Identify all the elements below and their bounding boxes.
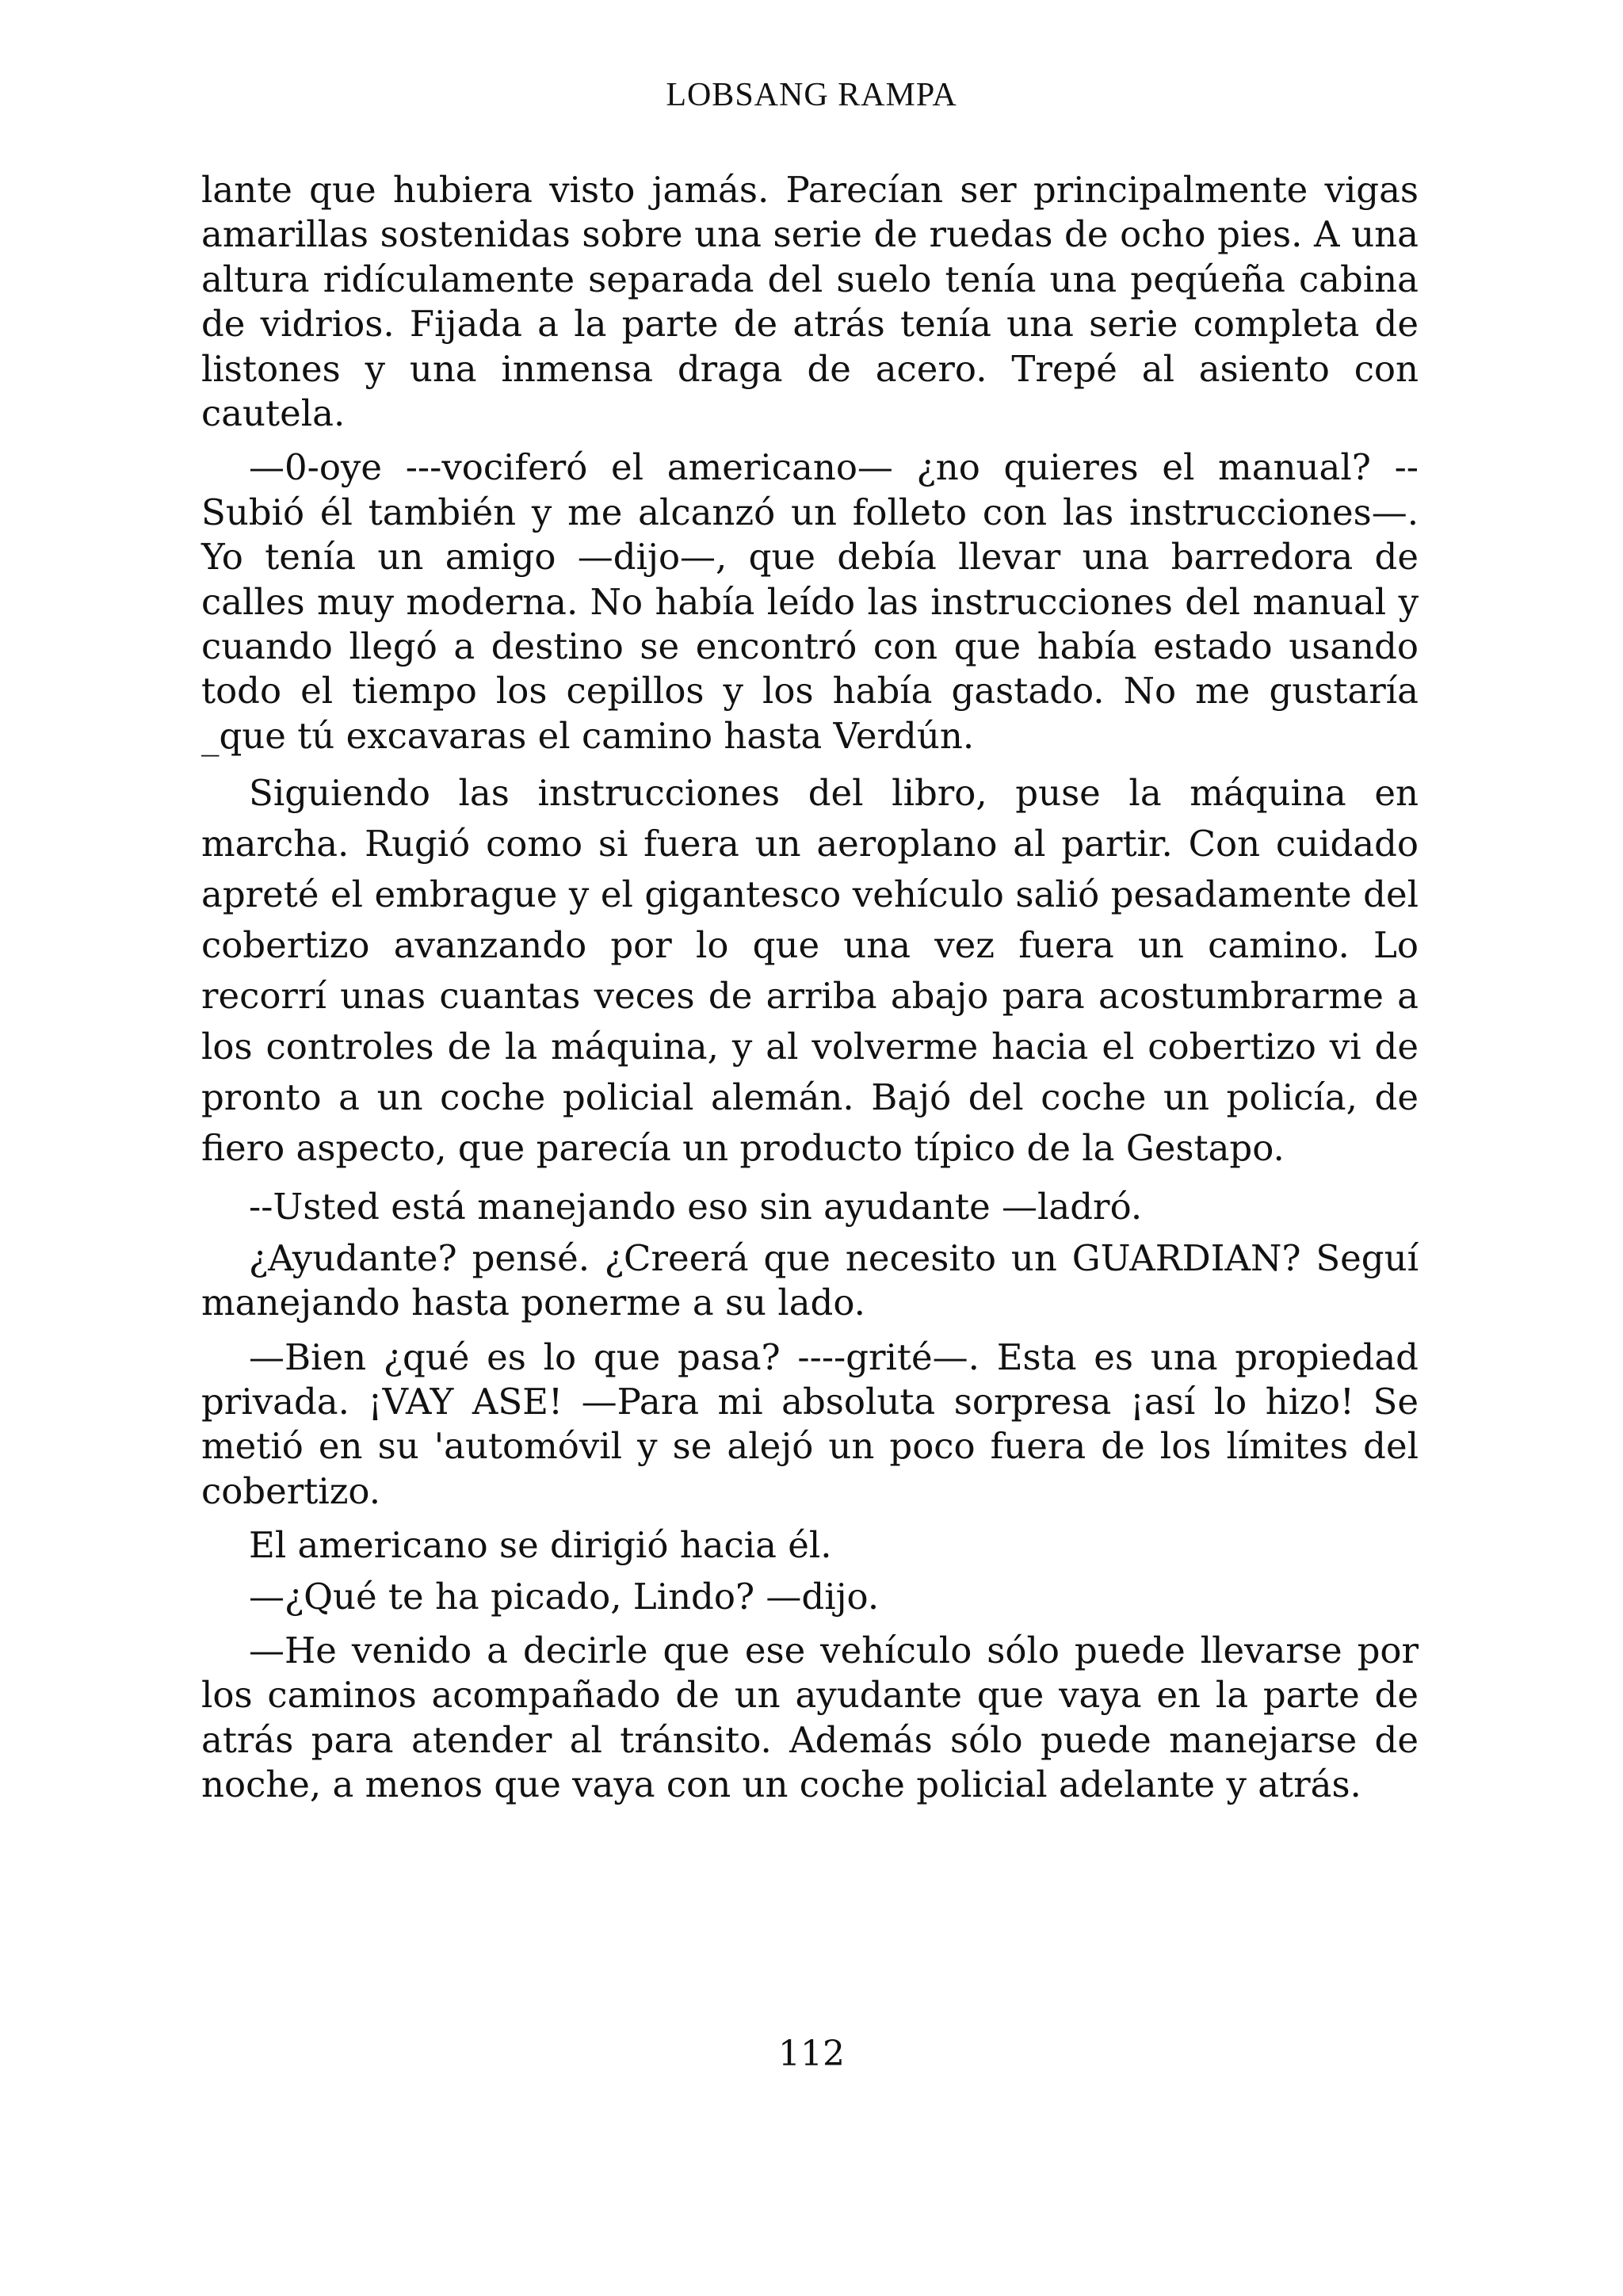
paragraph: —0-oye ---vociferó el americano— ¿no quieres el manual? --Subió él también y me alcanzó un folleto con las instrucciones—. Yo tenía un amigo —dijo—, que debía llevar una barredora de calles muy moderna. No había leído las instrucciones del manual y cuando llegó a destino se encontró con que había estado usando todo el tiempo los cepillos y los había gastado. No me gustaría _que tú excavaras el camino hasta Verdún. [201, 446, 1419, 757]
running-head: LOBSANG RAMPA [666, 77, 957, 113]
paragraph: Siguiendo las instrucciones del libro, puse la máquina en marcha. Rugió como si fuera un aeroplano al partir. Con cuidado apreté el embrague y el gigantesco vehículo salió pesadamente del cobertizo avanzando por lo que una vez fuera un camino. Lo recorrí unas cuantas veces de arriba abajo para acostumbrarme a los controles de la máquina, y al volverme hacia el cobertizo vi de pronto a un coche policial alemán. Bajó del coche un policía, de fiero aspecto, que parecía un producto típico de la Gestapo. [201, 772, 1419, 1170]
paragraph: —¿Qué te ha picado, Lindo? —dijo. [249, 1575, 880, 1618]
body-text [201, 168, 1419, 1817]
page-number: 112 [778, 2034, 845, 2074]
paragraph: lante que hubiera visto jamás. Parecían ser principalmente vigas amarillas sostenidas sobre una serie de ruedas de ocho pies. A una altura ridículamente separada del suelo tenía una peqúeña cabina de vidrios. Fijada a la parte de atrás tenía una serie completa de listones y una inmensa draga de acero. Trepé al asiento con cautela. [201, 169, 1419, 435]
paragraph: —Bien ¿qué es lo que pasa? ----grité—. Esta es una propiedad privada. ¡VAY ASE! —Para mi absoluta sorpresa ¡así lo hizo! Se metió en su 'automóvil y se alejó un poco fuera de los límites del cobertizo. [201, 1335, 1419, 1512]
paragraph: El americano se dirigió hacia él. [249, 1524, 832, 1567]
paragraph: --Usted está manejando eso sin ayudante —ladró. [249, 1186, 1143, 1228]
paragraph: ¿Ayudante? pensé. ¿Creerá que necesito un GUARDIAN? Seguí manejando hasta ponerme a su lado. [201, 1236, 1419, 1324]
paragraph: —He venido a decirle que ese vehículo sólo puede llevarse por los caminos acompañado de un ayudante que vaya en la parte de atrás para atender al tránsito. Además sólo puede manejarse de noche, a menos que vaya con un coche policial adelante y atrás. [201, 1629, 1419, 1806]
